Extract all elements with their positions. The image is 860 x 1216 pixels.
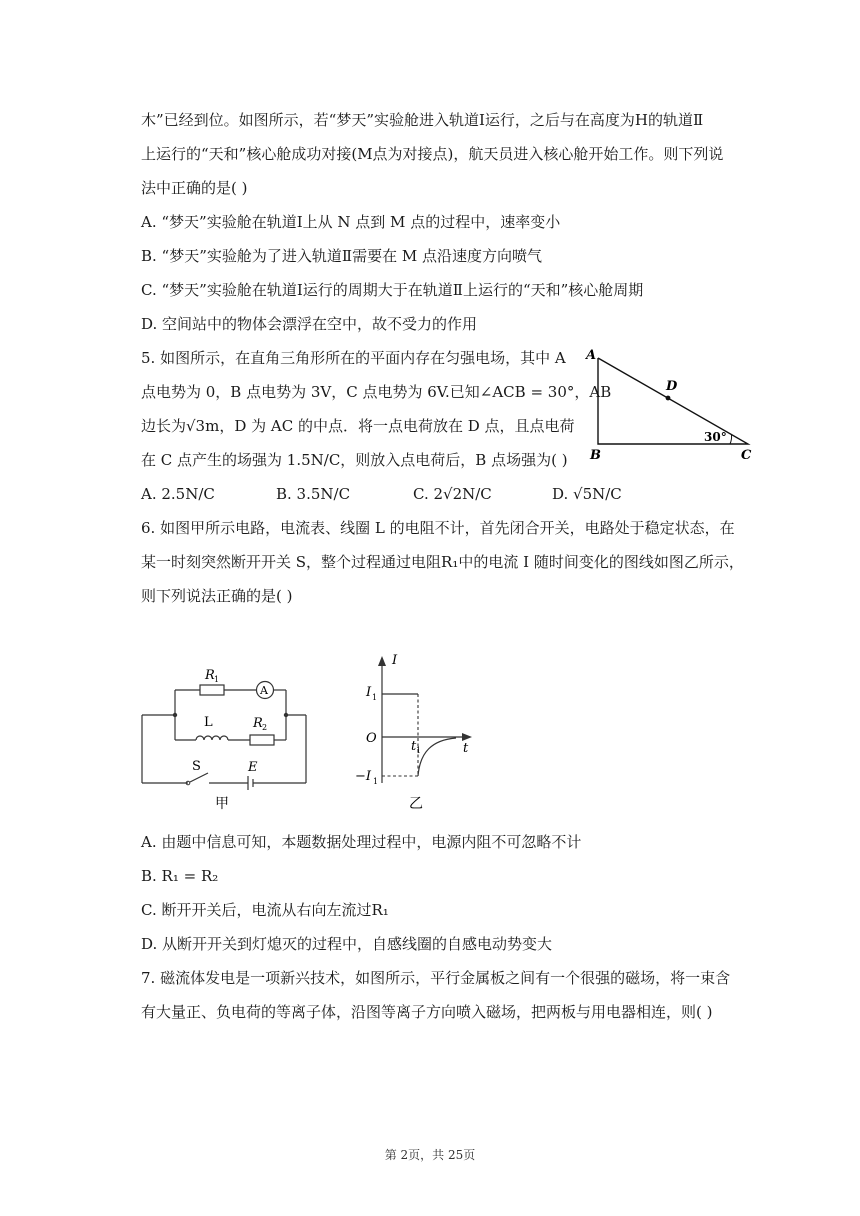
q4-option-a: A. “梦天”实验舱在轨道Ⅰ上从 N 点到 M 点的过程中，速率变小 [141,213,561,231]
label-r1: R [205,668,215,683]
label-e: E [248,760,258,775]
angle-label: 30° [704,430,727,444]
q6-option-b: B. R₁ = R₂ [141,867,219,885]
q5-option-a: A. 2.5N/C [141,485,215,503]
q4-text-line-3: 法中正确的是( ) [141,179,248,197]
q6-text-line-3: 则下列说法正确的是( ) [141,587,293,605]
q4-option-b: B. “梦天”实验舱为了进入轨道Ⅱ需要在 M 点沿速度方向喷气 [141,247,542,265]
label-i1: I [366,685,372,700]
label-l: L [204,715,213,730]
q6-option-d: D. 从断开开关到灯熄灭的过程中，自感线圈的自感电动势变大 [141,935,553,953]
q5-text-line-4: 在 C 点产生的场强为 1.5N/C，则放入点电荷后，B 点场强为( ) [141,451,568,469]
label-t-axis: t [463,741,469,756]
q5-option-d: D. √5N/C [552,485,622,503]
triangle-figure [578,342,760,466]
q6-text-line-2: 某一时刻突然断开开关 S，整个过程通过电阻R₁中的电流 I 随时间变化的图线如图乙所示， [141,553,744,571]
q4-option-d: D. 空间站中的物体会漂浮在空中，故不受力的作用 [141,315,478,333]
q5-option-c: C. 2√2N/C [413,485,492,503]
q4-option-c: C. “梦天”实验舱在轨道Ⅰ运行的周期大于在轨道Ⅱ上运行的“天和”核心舱周期 [141,281,644,299]
q6-option-a: A. 由题中信息可知，本题数据处理过程中，电源内阻不可忽略不计 [141,833,582,851]
label-i-axis: I [392,653,398,668]
q7-text-line-2: 有大量正、负电荷的等离子体，沿图等离子方向喷入磁场，把两板与用电器相连，则( ) [141,1003,713,1021]
resistor-r1 [200,685,224,695]
q5-text-line-3: 边长为√3m，D 为 AC 的中点．将一点电荷放在 D 点，且点电荷 [141,417,575,435]
q6-option-c: C. 断开开关后，电流从右向左流过R₁ [141,901,389,919]
label-i1-sub: 1 [372,693,378,702]
label-s: S [192,759,201,774]
label-a: A [586,348,597,363]
q5-text-line-1: 5. 如图所示，在直角三角形所在的平面内存在匀强电场，其中 A [141,349,566,367]
point-d-dot [666,396,671,401]
label-r2-sub: 2 [262,723,268,732]
q4-text-line-2: 上运行的“天和”核心舱成功对接(M点为对接点)，航天员进入核心舱开始工作。则下列说 [141,145,724,163]
label-t1-sub: 1 [416,746,422,755]
resistor-r2 [250,735,274,745]
label-c: C [741,448,752,463]
label-t1: t [411,739,417,754]
circuit-diagram [132,660,322,810]
label-b: B [590,448,601,463]
page-footer: 第 2页，共 25页 [384,1148,476,1162]
label-ammeter: A [260,684,268,697]
q7-text-line-1: 7. 磁流体发电是一项新兴技术，如图所示，平行金属板之间有一个很强的磁场，将一束含 [141,969,731,987]
label-r2: R [253,716,263,731]
label-r1-sub: 1 [214,675,220,684]
label-d: D [666,379,678,394]
current-time-graph [332,652,482,810]
caption-yi: 乙 [409,796,423,810]
inductor-coil [196,736,228,740]
label-minus-i1: −I [355,769,372,784]
label-origin: O [366,731,377,746]
q6-text-line-1: 6. 如图甲所示电路，电流表、线圈 L 的电阻不计，首先闭合开关，电路处于稳定状态，在 [141,519,735,537]
caption-jia: 甲 [215,796,229,810]
switch-s [190,773,208,782]
q5-option-b: B. 3.5N/C [276,485,351,503]
q5-text-line-2: 点电势为 0，B 点电势为 3V，C 点电势为 6V.已知∠ACB = 30°，AB [141,383,612,401]
label-minus-i1-sub: 1 [373,777,379,786]
q4-text-line-1: 木”已经到位。如图所示，若“梦天”实验舱进入轨道Ⅰ运行，之后与在高度为H的轨道Ⅱ [141,111,704,129]
